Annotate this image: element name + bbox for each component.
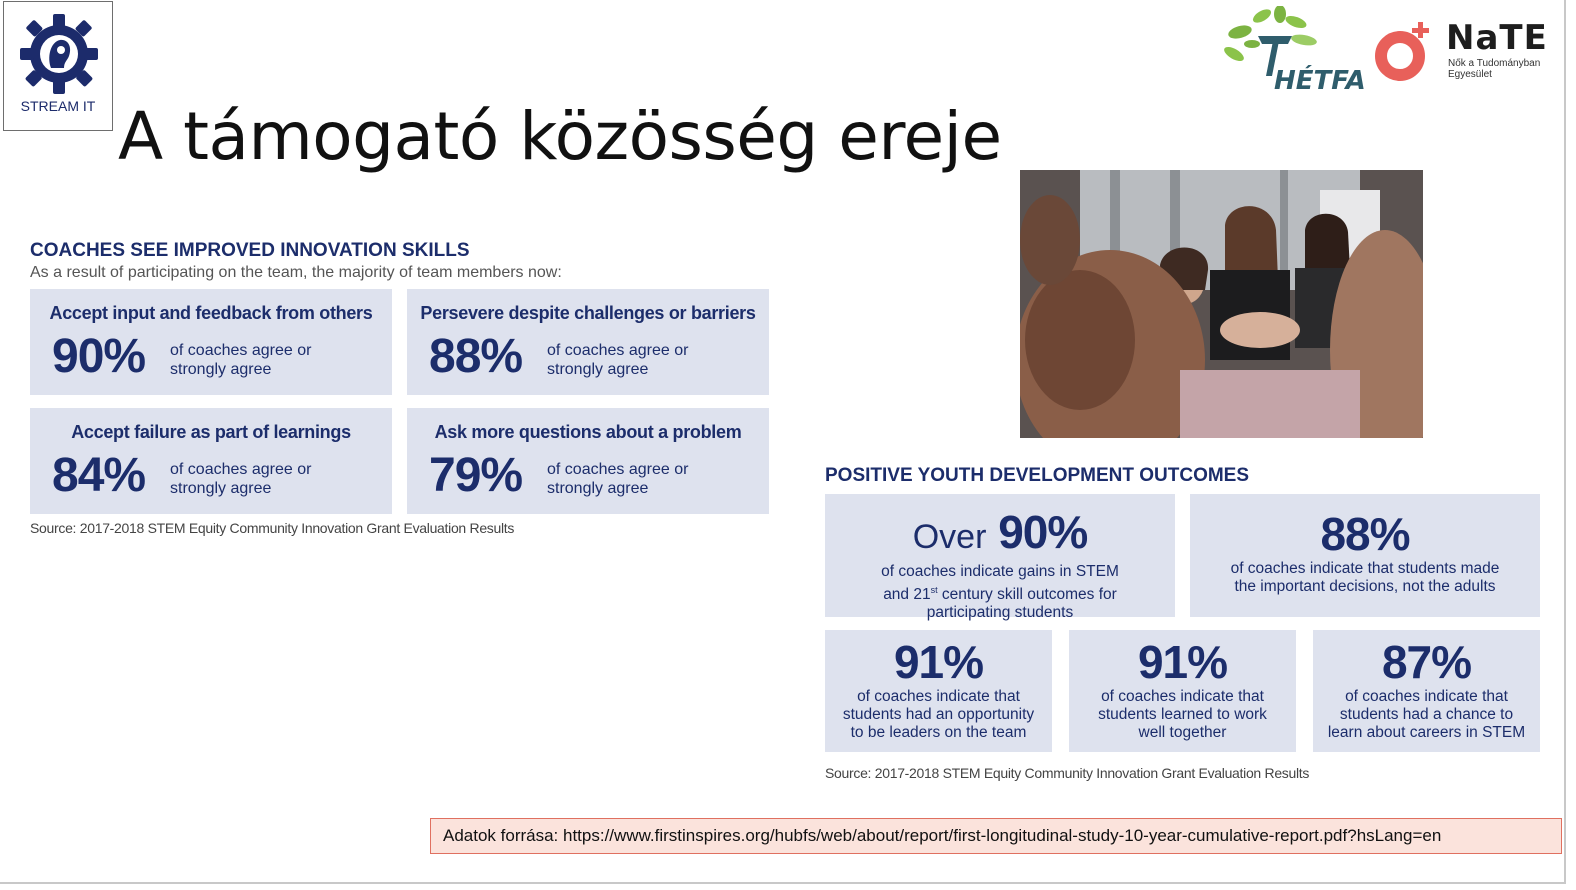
skill-card — [407, 289, 769, 395]
right-source: Source: 2017-2018 STEM Equity Community Innovation Grant Evaluation Results — [825, 765, 1310, 781]
skill-note: of coaches agree or strongly agree — [547, 461, 689, 497]
skill-title: Accept input and feedback from others — [49, 303, 373, 323]
skill-value: 90% — [52, 330, 146, 383]
logo-label: STREAM IT — [20, 98, 96, 114]
skill-note: of coaches agree or strongly agree — [170, 342, 312, 378]
outcome-card — [1190, 494, 1540, 617]
skill-title: Accept failure as part of learnings — [71, 422, 351, 442]
skill-title: Ask more questions about a problem — [434, 422, 742, 442]
outcome-text: of coaches indicate that students made the important decisions, not the adults — [1230, 560, 1500, 595]
outcome-card — [1069, 630, 1296, 752]
skill-value: 88% — [429, 330, 523, 383]
left-source: Source: 2017-2018 STEM Equity Community Innovation Grant Evaluation Results — [30, 520, 515, 536]
outcome-value: 88% — [1320, 508, 1410, 560]
outcome-text: of coaches indicate that students learned to work well together — [1098, 688, 1267, 741]
outcomes-heading: POSITIVE YOUTH DEVELOPMENT OUTCOMES — [825, 465, 1250, 486]
outcome-card — [1313, 630, 1540, 752]
skill-card — [30, 408, 392, 514]
outcome-value: Over 90% — [912, 506, 1088, 558]
data-source-note: Adatok forrása: https://www.firstinspires.org/hubfs/web/about/report/first-longitudinal-study-10-year-cumulative-report.pdf?hsLang=en — [430, 818, 1562, 854]
stream-it-logo — [3, 1, 113, 131]
page-title: A támogató közösség ereje — [118, 98, 1002, 175]
skill-note: of coaches agree or strongly agree — [170, 461, 312, 497]
skill-value: 79% — [429, 449, 523, 502]
innovation-subheading: As a result of participating on the team, the majority of team members now: — [30, 264, 562, 281]
nate-logo — [1370, 18, 1550, 88]
outcome-card — [825, 630, 1052, 752]
skill-note: of coaches agree or strongly agree — [547, 342, 689, 378]
skill-card — [407, 408, 769, 514]
outcome-card — [825, 494, 1175, 622]
hetfa-wordmark: HÉTFA — [1274, 66, 1366, 96]
outcome-text: of coaches indicate gains in STEM and 21st century skill outcomes for participating students — [881, 563, 1119, 622]
outcome-value: 91% — [1137, 636, 1228, 688]
outcome-text: of coaches indicate that students had a chance to learn about careers in STEM — [1327, 688, 1526, 741]
team-huddle-photo — [1020, 170, 1423, 438]
outcome-value: 87% — [1381, 636, 1472, 688]
photo-illustration — [1020, 170, 1423, 438]
innovation-heading: COACHES SEE IMPROVED INNOVATION SKILLS — [30, 240, 470, 261]
nate-subtitle: Nők a Tudományban Egyesület — [1448, 58, 1541, 80]
skill-value: 84% — [52, 449, 146, 502]
skill-title: Persevere despite challenges or barriers — [420, 303, 756, 323]
outcome-text: of coaches indicate that students had an opportunity to be leaders on the team — [842, 688, 1035, 741]
skill-card — [30, 289, 392, 395]
outcome-value: 91% — [893, 636, 984, 688]
hetfa-logo — [1222, 6, 1366, 98]
nate-symbol-icon — [1370, 18, 1440, 88]
gear-head-icon — [20, 12, 98, 96]
nate-wordmark: NaTE — [1446, 18, 1548, 58]
